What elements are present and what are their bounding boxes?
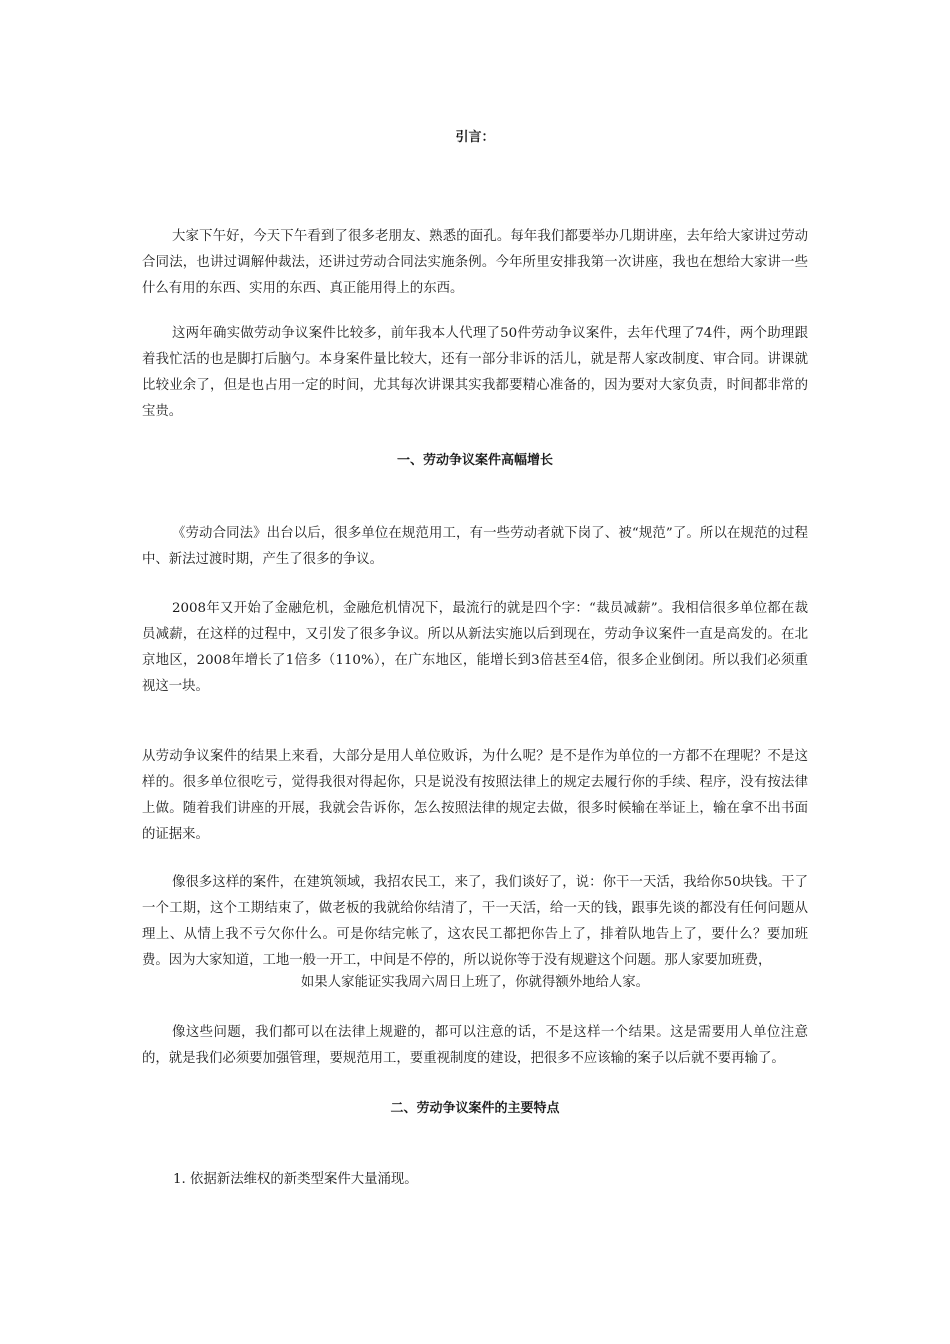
paragraph-financial-crisis: 2008年又开始了金融危机，金融危机情况下，最流行的就是四个字：“裁员减薪”。我相信很多单位都在裁员减薪，在这样的过程中，又引发了很多争议。所以从新法实施以后到现在，劳动争议案件一直是高发的。在北京地区，2008年增长了1倍多（110%），在广东地区，能增长到3倍甚至4倍，很多企业倒闭。所以我们必须重视这一块。 [142, 601, 808, 694]
section2-heading: 二、劳动争议案件的主要特点 [390, 1101, 560, 1116]
paragraph-construction-example: 像很多这样的案件，在建筑领域，我招农民工，来了，我们谈好了，说：你干一天活，我给你50块钱。干了一个工期，这个工期结束了，做老板的我就给你结清了，干一天活，给一天的钱，跟事先谈的都没有任何问题从理上、从情上我不亏欠你什么。可是你结完帐了，这农民工都把你告上了，排着队地告上了，要什么？要加班费。因为大家知道，工地一般一开工，中间是不停的，所以说你等于没有规避这个问题。那人家要加班费， [142, 875, 808, 968]
paragraph-caseload: 这两年确实做劳动争议案件比较多，前年我本人代理了50件劳动争议案件，去年代理了74件，两个助理跟着我忙活的也是脚打后脑勺。本身案件量比较大，还有一部分非诉的活儿，就是帮人家改制度、审合同。讲课就比较业余了，但是也占用一定的时间，尤其每次讲课其实我都要精心准备的，因为要对大家负责，时间都非常的宝贵。 [142, 326, 808, 419]
paragraph-new-law: 《劳动合同法》出台以后，很多单位在规范用工，有一些劳动者就下岗了、被“规范”了。所以在规范的过程中、新法过渡时期，产生了很多的争议。 [142, 526, 808, 567]
paragraph-greeting: 大家下午好，今天下午看到了很多老朋友、熟悉的面孔。每年我们都要举办几期讲座，去年给大家讲过劳动合同法，也讲过调解仲裁法，还讲过劳动合同法实施条例。今年所里安排我第一次讲座，我也在想给大家讲一些什么有用的东西、实用的东西、真正能用得上的东西。 [142, 229, 808, 296]
list-item-1: 1. 依据新法维权的新类型案件大量涌现。 [173, 1172, 418, 1187]
intro-heading: 引言： [455, 130, 495, 145]
section1-heading: 一、劳动争议案件高幅增长 [396, 453, 553, 468]
paragraph-management: 像这些问题，我们都可以在法律上规避的，都可以注意的话，不是这样一个结果。这是需要用人单位注意的，就是我们必须要加强管理，要规范用工，要重视制度的建设，把很多不应该输的案子以后就不要再输了。 [142, 1025, 808, 1066]
paragraph-case-results: 从劳动争议案件的结果上来看，大部分是用人单位败诉，为什么呢？是不是作为单位的一方都不在理呢？不是这样的。很多单位很吃亏，觉得我很对得起你，只是说没有按照法律上的规定去履行你的手续、程序，没有按法律上做。随着我们讲座的开展，我就会告诉你，怎么按照法律的规定去做，很多时候输在举证上，输在拿不出书面的证据来。 [142, 749, 808, 842]
paragraph-construction-example-end: 如果人家能证实我周六周日上班了，你就得额外地给人家。 [300, 975, 650, 990]
